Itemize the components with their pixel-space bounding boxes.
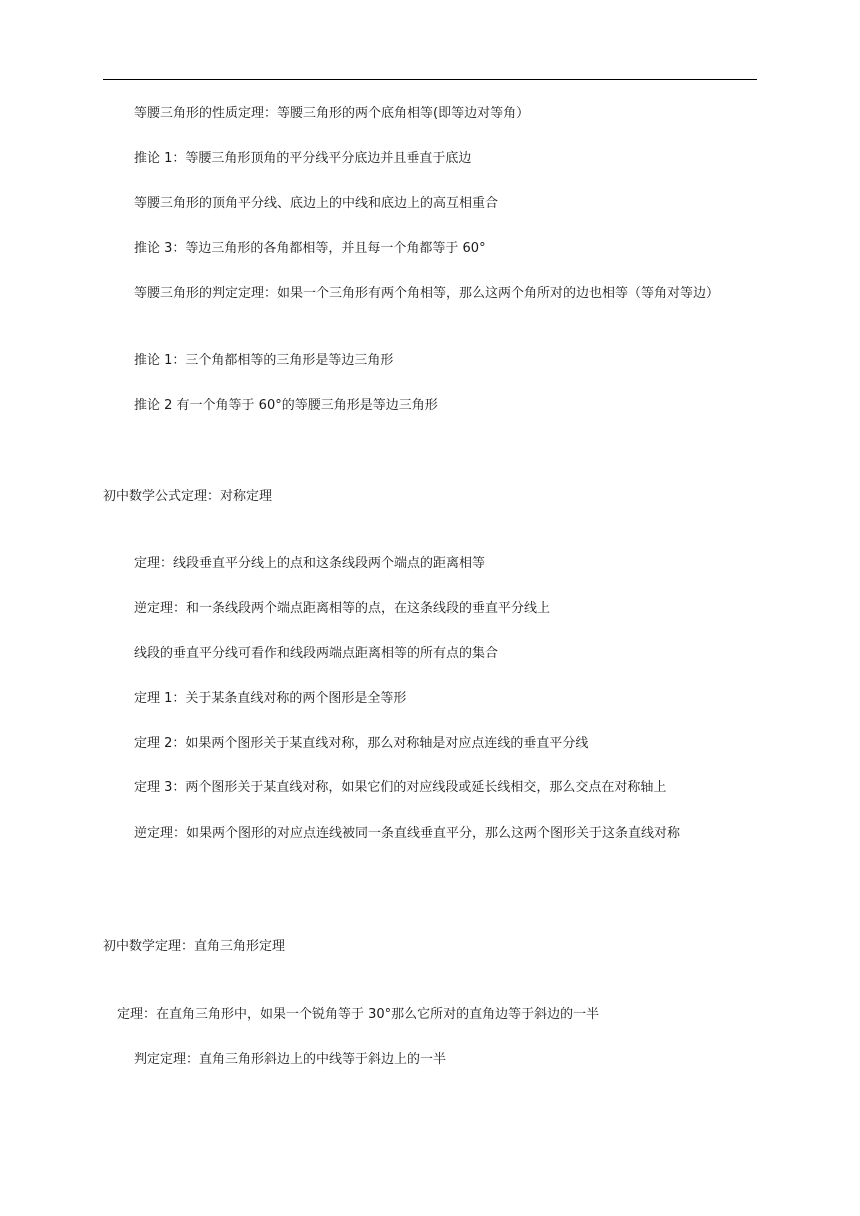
symmetry-theorem: 定理：线段垂直平分线上的点和这条线段两个端点的距离相等 — [134, 556, 486, 571]
symmetry-converse-2: 逆定理：如果两个图形的对应点连线被同一条直线垂直平分，那么这两个图形关于这条直线对称 — [134, 826, 681, 841]
symmetry-converse: 逆定理：和一条线段两个端点距离相等的点，在这条线段的垂直平分线上 — [134, 601, 551, 616]
isosceles-corollary-1: 推论 1：等腰三角形顶角的平分线平分底边并且垂直于底边 — [134, 151, 472, 166]
right-triangle-judgement: 判定定理：直角三角形斜边上的中线等于斜边上的一半 — [134, 1052, 447, 1067]
isosceles-corollary-3: 推论 3：等边三角形的各角都相等，并且每一个角都等于 60° — [134, 241, 486, 256]
isosceles-property-theorem: 等腰三角形的性质定理：等腰三角形的两个底角相等(即等边对等角） — [134, 106, 530, 121]
symmetry-theorem-1: 定理 1：关于某条直线对称的两个图形是全等形 — [134, 691, 407, 706]
symmetry-theorem-2: 定理 2：如果两个图形关于某直线对称，那么对称轴是对应点连线的垂直平分线 — [134, 736, 589, 751]
isosceles-judge-corollary-2: 推论 2 有一个角等于 60°的等腰三角形是等边三角形 — [134, 398, 438, 413]
symmetry-theorem-3: 定理 3：两个图形关于某直线对称，如果它们的对应线段或延长线相交，那么交点在对称轴上 — [134, 780, 667, 795]
isosceles-judgement-theorem: 等腰三角形的判定定理：如果一个三角形有两个角相等，那么这两个角所对的边也相等（等角对等边） — [134, 286, 720, 301]
symmetry-locus: 线段的垂直平分线可看作和线段两端点距离相等的所有点的集合 — [134, 646, 499, 661]
symmetry-heading: 初中数学公式定理：对称定理 — [103, 489, 273, 504]
right-triangle-theorem: 定理：在直角三角形中，如果一个锐角等于 30°那么它所对的直角边等于斜边的一半 — [117, 1007, 600, 1022]
isosceles-judge-corollary-1: 推论 1：三个角都相等的三角形是等边三角形 — [134, 353, 394, 368]
right-triangle-heading: 初中数学定理：直角三角形定理 — [103, 939, 286, 954]
isosceles-coincide: 等腰三角形的顶角平分线、底边上的中线和底边上的高互相重合 — [134, 196, 499, 211]
header-rule — [103, 79, 757, 80]
